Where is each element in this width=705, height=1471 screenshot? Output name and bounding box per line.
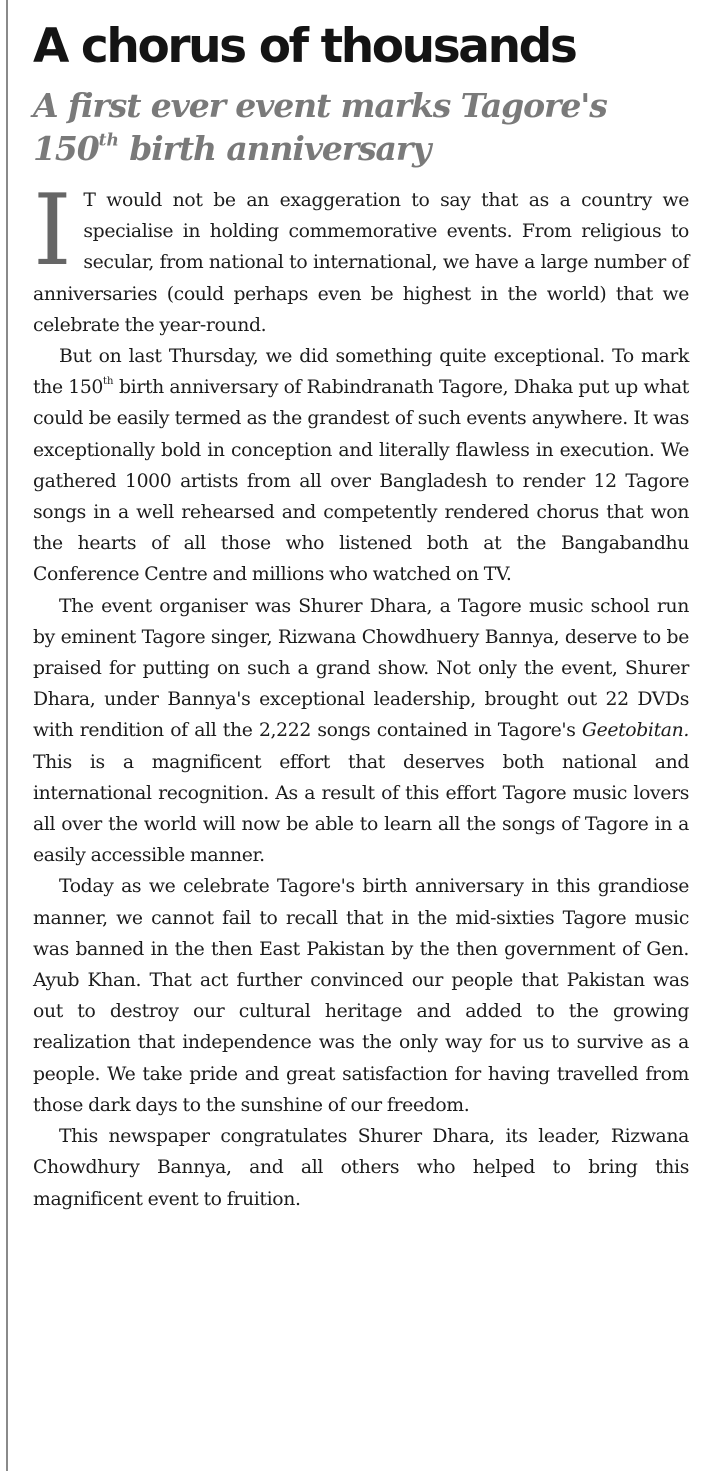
paragraph-2 — [33, 341, 689, 591]
column-rule — [6, 0, 8, 1471]
paragraph-4: Today as we celebrate Tagore's birth anniversary in this grandiose manner, we cannot fail to recall that in the mid-sixties Tagore music was banned in the then East Pakistan by the then government of Gen. Ayub Khan. That act further convinced our people that Pakistan was out to destroy our cultural heritage and added to the growing realization that independence was the only way for us to survive as a people. We take pride and great satisfaction for having travelled from those dark days to the sunshine of our freedom. — [33, 876, 689, 1116]
subheadline-line-1: A first ever event marks Tagore's — [33, 86, 607, 125]
headline: A chorus of thousands — [33, 19, 576, 74]
article-body — [33, 174, 689, 1215]
subheadline-line-2 — [33, 127, 689, 170]
paragraph-3-text-b: This is a magnificent effort that deserves both national and international recognition. As a result of this effort Tagore music lovers all over the world will now be able to learn all the songs of Tagore in a easily accessible manner. — [33, 751, 689, 867]
editorial-article — [33, 14, 689, 1215]
paragraph-1 — [33, 174, 689, 341]
paragraph-2-text-b: birth anniversary of Rabindranath Tagore, Dhaka put up what could be easily termed as the grandest of such events anywhere. It was exceptionally bold in conception and literally flawless in execution. We gathered 1000 artists from all over Bangladesh to render 12 Tagore songs in a well rehearsed and competently rendered chorus that won the hearts of all those who listened both at the Bangabandhu Conference Centre and millions who watched on TV. — [33, 377, 689, 586]
paragraph-2-ordinal-suffix: th — [103, 376, 114, 388]
drop-cap: I — [33, 174, 72, 288]
paragraph-1-text: T would not be an exaggeration to say that as a country we specialise in holding commemorative events. From religious to secular, from national to international, we have a large number of anniversaries (could perhaps even be highest in the world) that we celebrate the year-round. — [33, 190, 689, 336]
paragraph-3 — [33, 591, 689, 872]
paragraph-3-text-a: The event organiser was Shurer Dhara, a Tagore music school run by eminent Tagore singer, Rizwana Chowdhuery Bannya, deserve to be praised for putting on such a grand show. Not only the event, Shurer Dhara, under Bannya's exceptional leadership, brought out 22 DVDs with rendition of all the 2,222 songs contained in Tagore's — [33, 595, 689, 742]
subheadline-rest: birth anniversary — [118, 129, 431, 168]
subheadline-ordinal-suffix: th — [98, 130, 119, 151]
paragraph-2-text-a: But on last Thursday, we did something quite exceptional. To mark the 150 — [33, 346, 689, 399]
subheadline-number: 150 — [33, 129, 99, 168]
book-title-geetobitan: Geetobitan. — [581, 720, 689, 742]
paragraph-5: This newspaper congratulates Shurer Dhara, its leader, Rizwana Chowdhury Bannya, and all others who helped to bring this magnificent event to fruition. — [33, 1126, 689, 1210]
subheadline — [33, 84, 689, 170]
